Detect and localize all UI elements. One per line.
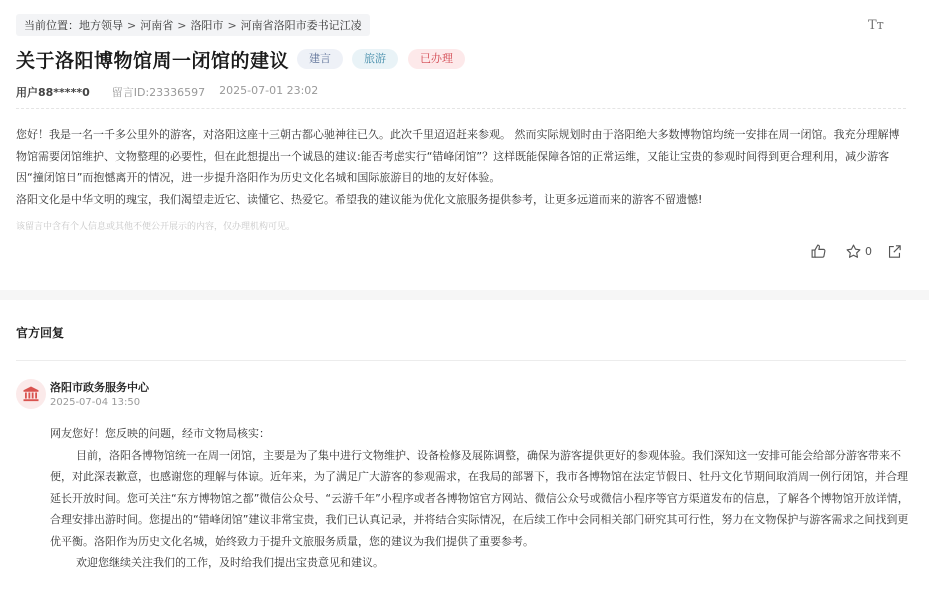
official-reply-heading: 官方回复: [16, 326, 65, 340]
official-reply-body: [50, 423, 910, 574]
breadcrumb-separator: >: [127, 18, 137, 32]
post-paragraph: 您好！我是一名一千多公里外的游客，对洛阳这座十三朝古都心驰神往已久。此次千里迢迢赶来参观。 然而实际规划时由于洛阳绝大多数博物馆均统一安排在周一闭馆。我充分理解博物馆需要闭馆维护、文物整理的必要性，但在此想提出一个诚恳的建议:能否考虑实行“错峰闭馆”？这样既能保障各馆的正常运维，又能让宝贵的参观时间得到更合理利用，减少游客因“撞闭馆日”而抱憾离开的情况，进一步提升洛阳作为历史文化名城和国际旅游目的地的友好体验。: [16, 128, 900, 184]
divider: [16, 360, 906, 361]
breadcrumb-item-luoyang[interactable]: 洛阳市: [190, 19, 224, 32]
reply-greeting: 网友您好！您反映的问题，经市文物局核实：: [50, 427, 270, 440]
font-size-icon[interactable]: Tт: [868, 18, 884, 33]
reply-date: 2025-07-04 13:50: [50, 397, 141, 408]
breadcrumb-item-secretary[interactable]: 河南省洛阳市委书记江凌: [240, 19, 362, 32]
breadcrumb: [16, 14, 370, 36]
breadcrumb-separator: >: [227, 18, 237, 32]
breadcrumb-separator: >: [177, 18, 187, 32]
post-datetime: 2025-07-01 23:02: [219, 84, 319, 97]
reply-organization: 洛阳市政务服务中心: [50, 381, 149, 394]
government-building-icon: [22, 385, 40, 403]
post-actions: [810, 243, 903, 260]
post-meta: [16, 84, 318, 100]
breadcrumb-item-henan[interactable]: 河南省: [140, 19, 174, 32]
post-body: [16, 124, 908, 210]
star-icon: [845, 243, 862, 260]
post-paragraph: 洛阳文化是中华文明的瑰宝，我们渴望走近它、读懂它、热爱它。希望我的建议能为优化文旅服务提供参考，让更多远道而来的游客不留遗憾!: [16, 192, 703, 206]
favorite-count: 0: [865, 245, 872, 258]
share-button[interactable]: [886, 243, 903, 260]
tag-suggestion: 建言: [297, 49, 343, 69]
status-badge: 已办理: [408, 49, 465, 69]
breadcrumb-label: 当前位置：: [24, 19, 79, 32]
reply-closing: 欢迎您继续关注我们的工作，及时给我们提出宝贵意见和建议。: [76, 556, 384, 569]
share-icon: [886, 243, 903, 260]
post-author: 用户88*****0: [16, 86, 90, 99]
breadcrumb-item-local-leaders[interactable]: 地方领导: [79, 19, 123, 32]
page-title: 关于洛阳博物馆周一闭馆的建议: [16, 50, 290, 72]
privacy-notice: 该留言中含有个人信息或其他不便公开展示的内容，仅办理机构可见。: [16, 222, 296, 232]
section-separator: [0, 290, 929, 300]
avatar: [16, 379, 46, 409]
reply-paragraph: 目前，洛阳各博物馆统一在周一闭馆，主要是为了集中进行文物维护、设备检修及展陈调整，确保为游客提供更好的参观体验。我们深知这一安排可能会给部分游客带来不便，对此深表歉意，也感谢您的理解与体谅。近年来，为了满足广大游客的参观需求，在我局的部署下，我市各博物馆在法定节假日、牡丹文化节期间取消周一例行闭馆，并合理延长开放时间。您可关注“东方博物馆之都”微信公众号、“云游千年”小程序或者各博物馆官方网站、微信公众号或微信小程序等官方渠道发布的信息，了解各个博物馆开放详情，合理安排出游时间。您提出的“错峰闭馆”建议非常宝贵，我们已认真记录，并将结合实际情况，在后续工作中会同相关部门研究其可行性，努力在文物保护与游客需求之间找到更优平衡。洛阳作为历史文化名城，始终致力于提升文旅服务质量，您的建议为我们提供了重要参考。: [50, 448, 909, 548]
tag-tourism: 旅游: [352, 49, 398, 69]
favorite-button[interactable]: [845, 243, 872, 260]
like-button[interactable]: [810, 243, 827, 260]
divider: [16, 108, 906, 109]
message-id: 留言ID:23336597: [111, 86, 206, 99]
thumbs-up-icon: [810, 243, 827, 260]
